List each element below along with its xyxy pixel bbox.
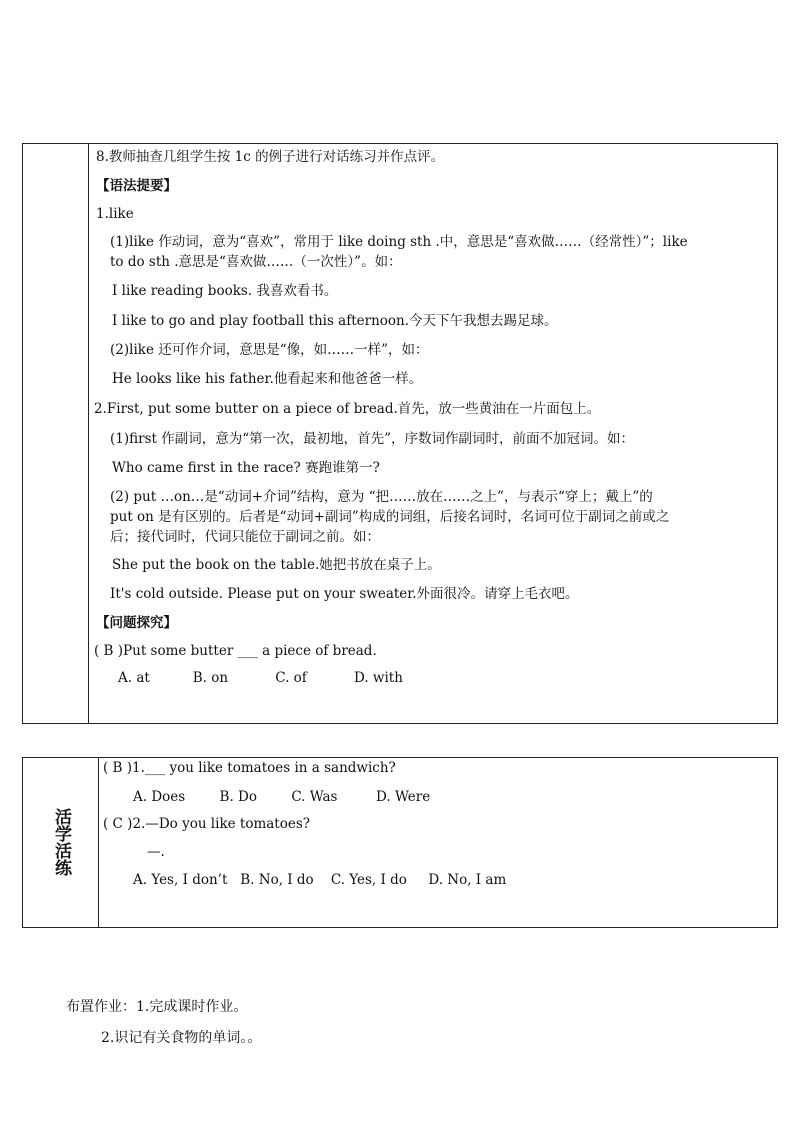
practice-table <box>22 757 778 928</box>
section-heading-grammar: 【语法提要】 <box>96 178 177 194</box>
content-line: 后；接代词时，代词只能位于副词之前。如： <box>110 529 380 545</box>
question-line: ( B )Put some butter ___ a piece of bread. <box>94 643 377 659</box>
practice-label <box>49 808 73 876</box>
question-line: ( B )1.___ you like tomatoes in a sandwich? <box>103 760 396 776</box>
content-line: put on 是有区别的。后者是“动词+副词”构成的词组，后接名词时，名词可位于副词之前或之 <box>110 509 670 525</box>
section-heading-inquiry: 【问题探究】 <box>96 615 177 631</box>
answer-blank: —. <box>147 844 165 860</box>
table-column-divider <box>88 144 89 723</box>
content-line: She put the book on the table.她把书放在桌子上。 <box>112 557 441 573</box>
homework-line-2: 2.识记有关食物的单词。。 <box>101 1030 262 1046</box>
homework-line-1: 布置作业：1.完成课时作业。 <box>66 999 248 1015</box>
content-line: 8.教师抽查几组学生按 1c 的例子进行对话练习并作点评。 <box>96 149 445 165</box>
content-line: (2) put …on…是“动词+介词”结构，意为 “把……放在……之上”，与表示“穿上；戴上”的 <box>110 489 653 505</box>
content-line: Who came first in the race? 赛跑谁第一? <box>112 460 380 476</box>
content-line: 1.like <box>96 206 134 222</box>
content-line: I like reading books. 我喜欢看书。 <box>112 283 338 299</box>
content-line: (1)first 作副词，意为“第一次，最初地，首先”，序数词作副词时，前面不加冠词。如： <box>110 431 635 447</box>
table-column-divider <box>98 758 99 927</box>
content-line: to do sth .意思是“喜欢做……（一次性）”。如： <box>110 254 402 270</box>
question-line: ( C )2.—Do you like tomatoes? <box>103 816 311 832</box>
content-line: (1)like 作动词，意为“喜欢”，常用于 like doing sth .中，意思是“喜欢做……（经常性）”；like <box>110 234 688 250</box>
content-line: It's cold outside. Please put on your sweater.外面很冷。请穿上毛衣吧。 <box>110 586 579 602</box>
answer-options: A. Does B. Do C. Was D. Were <box>133 789 431 805</box>
answer-options: A. at B. on C. of D. with <box>118 670 403 686</box>
content-line: (2)like 还可作介词，意思是“像，如……一样”，如： <box>110 342 429 358</box>
content-line: 2.First, put some butter on a piece of bread.首先，放一些黄油在一片面包上。 <box>94 401 601 417</box>
answer-options: A. Yes, I don’t B. No, I do C. Yes, I do D. No, I am <box>133 872 507 888</box>
content-line: He looks like his father.他看起来和他爸爸一样。 <box>112 371 423 387</box>
practice-label-text: 活学活练 <box>51 808 71 876</box>
content-line: I like to go and play football this afternoon.今天下午我想去踢足球。 <box>112 313 558 329</box>
